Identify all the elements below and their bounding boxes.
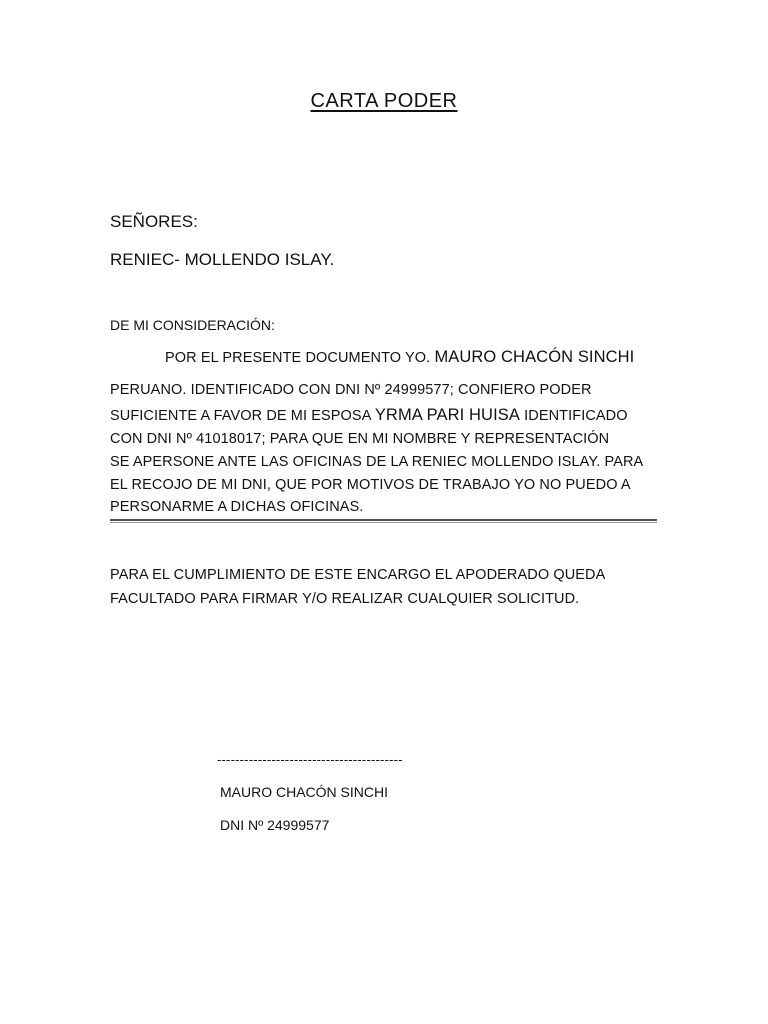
signatory-dni: DNI Nº 24999577 xyxy=(220,817,330,833)
recipient-entity: RENIEC- MOLLENDO ISLAY. xyxy=(110,250,335,269)
paragraph1-line4: CON DNI Nº 41018017; PARA QUE EN MI NOMBRE Y REPRESENTACIÓN xyxy=(110,431,610,447)
greeting: DE MI CONSIDERACIÓN: xyxy=(110,317,275,333)
document-title-text: CARTA PODER xyxy=(310,90,458,112)
paragraph1-line3-prefix: SUFICIENTE A FAVOR DE MI ESPOSA xyxy=(110,408,371,424)
horizontal-divider xyxy=(110,519,657,523)
document-title xyxy=(0,90,768,113)
signature-line: ----------------------------------------- xyxy=(217,752,403,767)
paragraph2-line2: FACULTADO PARA FIRMAR Y/O REALIZAR CUALQUIER SOLICITUD. xyxy=(110,591,580,607)
paragraph1-line7: PERSONARME A DICHAS OFICINAS. xyxy=(110,499,364,515)
paragraph1-line6: EL RECOJO DE MI DNI, QUE POR MOTIVOS DE TRABAJO YO NO PUEDO A xyxy=(110,477,631,493)
paragraph1-line1-prefix: POR EL PRESENTE DOCUMENTO YO. xyxy=(165,350,431,366)
paragraph1-line3 xyxy=(110,406,628,425)
paragraph2-line1: PARA EL CUMPLIMIENTO DE ESTE ENCARGO EL APODERADO QUEDA xyxy=(110,567,606,583)
paragraph1-line1 xyxy=(165,348,634,367)
signatory-name: MAURO CHACÓN SINCHI xyxy=(220,784,389,800)
attorney-name: YRMA PARI HUISA xyxy=(374,406,520,424)
salutation: SEÑORES: xyxy=(110,212,198,231)
paragraph1-line5: SE APERSONE ANTE LAS OFICINAS DE LA RENIEC MOLLENDO ISLAY. PARA xyxy=(110,454,644,470)
grantor-name: MAURO CHACÓN SINCHI xyxy=(434,348,635,366)
paragraph1-line2: PERUANO. IDENTIFICADO CON DNI Nº 24999577; CONFIERO PODER xyxy=(110,382,592,398)
paragraph1-line3-suffix: IDENTIFICADO xyxy=(524,408,628,424)
